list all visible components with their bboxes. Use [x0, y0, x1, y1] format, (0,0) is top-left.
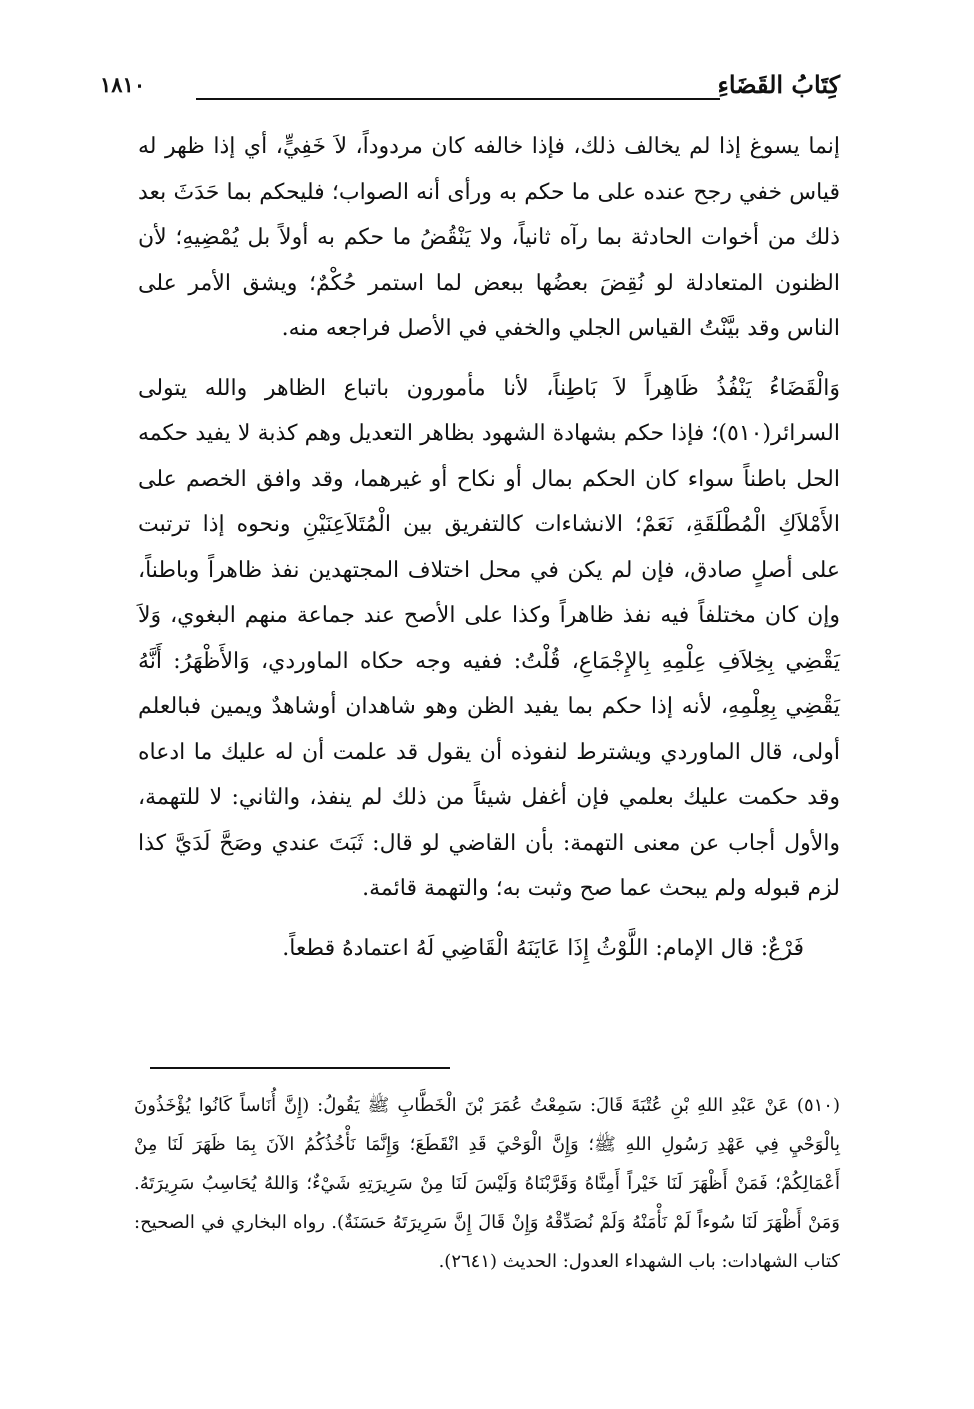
footnotes: [134, 1086, 840, 1281]
footnote-510: (٥١٠) عَنْ عَبْدِ اللهِ بْنِ عُتْبَةَ قَالَ: سَمِعْتُ عُمَرَ بْنَ الْخَطَّابِ ﷺ يَقُولُ: (إِنَّ أُنَاساً كَانُوا يُؤْخَذُونَ بِالْوَحْيِ فِي عَهْدِ رَسُولِ اللهِ ﷺ؛ وَإِنَّ الْوَحْيَ قَدِ انْقَطَعَ؛ وَإِنَّمَا نَأْخُذُكُمُ الآنَ بِمَا ظَهَرَ لَنَا مِنْ أَعْمَالِكُمْ؛ فَمَنْ أَظْهَرَ لَنَا خَيْراً أَمِنَّاهُ وَقَرَّبْنَاهُ وَلَيْسَ لَنَا مِنْ سَرِيرَتِهِ شَيْءٌ؛ وَاللهُ يُحَاسِبُ سَرِيرَتَهُ. وَمَنْ أَظْهَرَ لَنَا سُوءاً لَمْ نَأْمَنْهُ وَلَمْ نُصَدِّقْهُ وَإِنْ قَالَ إِنَّ سَرِيرَتَهُ حَسَنَةٌ). رواه البخاري في الصحيح: كتاب الشهادات: باب الشهداء العدول: الحديث (٢٦٤١).: [134, 1095, 840, 1272]
page-number: ١٨١٠: [100, 72, 146, 97]
header-rule: [196, 98, 720, 100]
footnote-separator: [150, 1067, 450, 1069]
main-text: [138, 124, 840, 971]
paragraph-2: وَالْقَضَاءُ يَنْفُذُ ظَاهِراً لاَ بَاطِناً، لأنا مأمورون باتباع الظاهر والله يتولى السرائر(٥١٠)؛ فإذا حكم بشهادة الشهود بظاهر التعديل وهم كذبة لا يفيد حكمه الحل باطناً سواء كان الحكم بمال أو نكاح أو غيرهما، وقد وافق الخصم على الأَمْلاَكِ الْمُطْلَقَةِ، نَعَمْ؛ الانشاءات كالتفريق بين الْمُتَلاَعِنَيْنِ ونحوه إذا ترتبت على أصلٍ صادق، فإن لم يكن في محل اختلاف المجتهدين نفذ ظاهراً وباطناً، وإن كان مختلفاً فيه نفذ ظاهراً وكذا على الأصح عند جماعة منهم البغوي، وَلاَ يَقْضِي بِخِلاَفِ عِلْمِهِ بِالإِجْمَاعِ، قُلْتُ: ففيه وجه حكاه الماوردي، وَالأَظْهَرُ: أَنَّهُ يَقْضِي بِعِلْمِهِ، لأنه إذا حكم بما يفيد الظن وهو شاهدان أوشاهدٌ ويمين فبالعلم أولى، قال الماوردي ويشترط لنفوذه أن يقول قد علمت أن له عليك ما ادعاه وقد حكمت عليك بعلمي فإن أغفل شيئاً من ذلك لم ينفذ، والثاني: لا للتهمة، والأول أجاب عن معنى التهمة: بأن القاضي لو قال: ثَبَتَ عندي وصَحَّ لَدَيَّ كذا لزم قبوله ولم يبحث عما صح وثبت به؛ والتهمة قائمة.: [138, 375, 840, 901]
paragraph-1: إنما يسوغ إذا لم يخالف ذلك، فإذا خالفه كان مردوداً، لاَ خَفِيٍّ، أي إذا ظهر له قياس خفي رجح عنده على ما حكم به ورأى أنه الصواب؛ فليحكم بما حَدَثَ بعد ذلك من أخوات الحادثة بما رآه ثانياً، ولا يَنْقُضُ ما حكم به أولاً بل يُمْضِيهِ؛ لأن الظنون المتعادلة لو نُقِضَ بعضُها ببعض لما استمر حُكْمٌ؛ ويشق الأمر على الناس وقد بيَّنْتُ القياس الجلي والخفي في الأصل فراجعه منه.: [138, 134, 840, 341]
book-title: كِتَابُ القَضَاءِ: [717, 70, 840, 99]
page-header: [100, 66, 840, 106]
paragraph-3: فَرْعٌ: قال الإمام: اللَّوْثُ إِذَا عَايَنَهُ الْقَاضِي لَهُ اعتمادهُ قطعاً.: [282, 935, 804, 961]
